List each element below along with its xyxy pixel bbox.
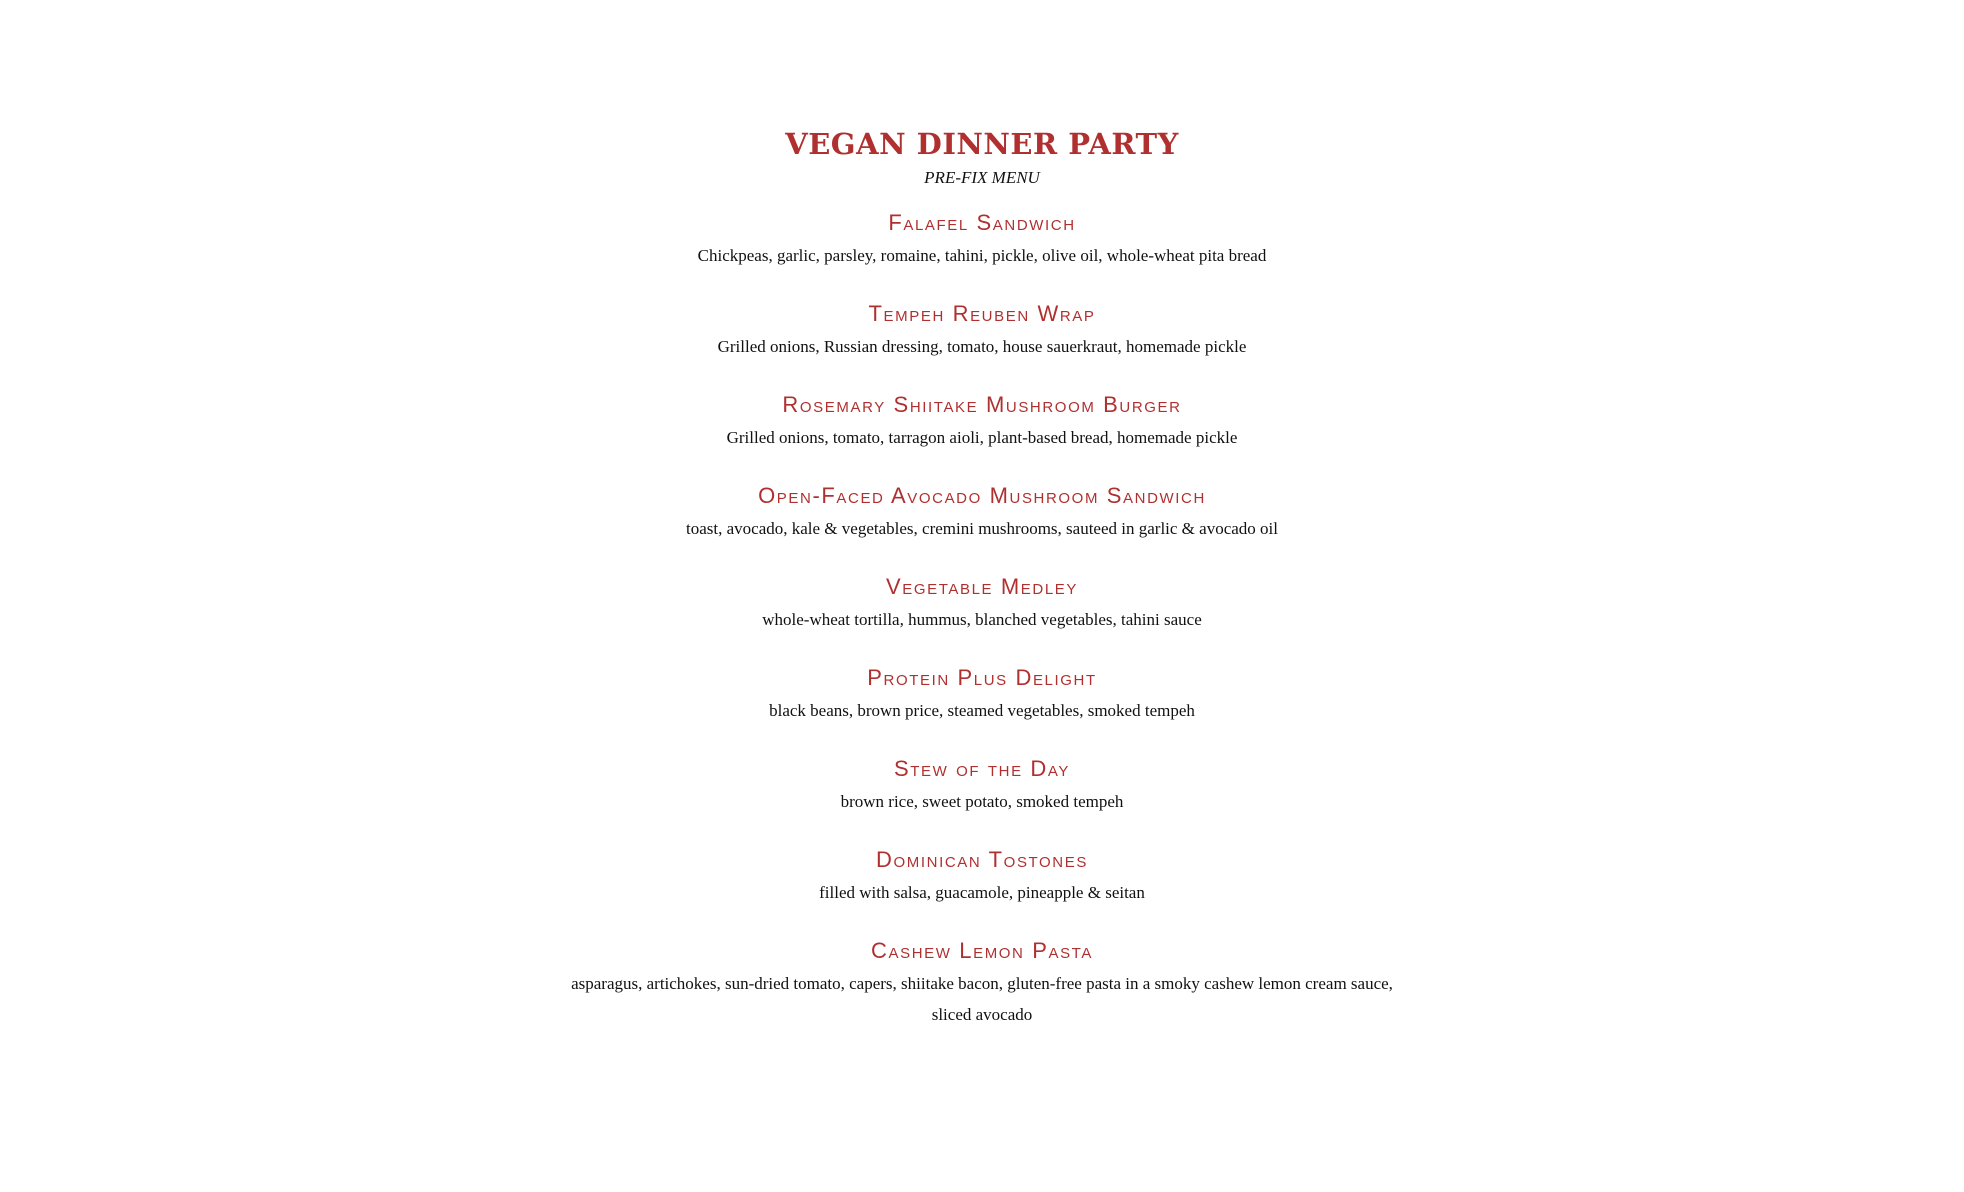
menu-item-name: Tempeh Reuben Wrap (868, 301, 1096, 326)
menu-item-name: Open-Faced Avocado Mushroom Sandwich (758, 483, 1206, 508)
menu-items (0, 208, 1964, 1030)
menu-item (532, 208, 1432, 271)
menu-item-name: Falafel Sandwich (888, 210, 1076, 235)
menu-item (532, 936, 1432, 1030)
menu-item (532, 390, 1432, 453)
menu-title: VEGAN DINNER PARTY (785, 127, 1179, 161)
menu-item-name: Protein Plus Delight (867, 665, 1097, 690)
menu-item (532, 572, 1432, 635)
menu-item-name: Rosemary Shiitake Mushroom Burger (782, 392, 1182, 417)
menu-item-name: Cashew Lemon Pasta (871, 938, 1093, 963)
menu-item (532, 481, 1432, 544)
menu-item (532, 845, 1432, 908)
menu-item (532, 299, 1432, 362)
menu-item-description: filled with salsa, guacamole, pineapple & seitan (819, 883, 1145, 902)
menu-item-description: asparagus, artichokes, sun-dried tomato, capers, shiitake bacon, gluten-free pasta in a smoky cashew lemon cream sauce, sliced avocado (571, 974, 1393, 1024)
menu-item-name: Vegetable Medley (886, 574, 1078, 599)
menu-item-description: Grilled onions, Russian dressing, tomato, house sauerkraut, homemade pickle (717, 337, 1247, 356)
menu-page (0, 126, 1964, 1030)
menu-item (532, 754, 1432, 817)
menu-item (532, 663, 1432, 726)
menu-item-description: Grilled onions, tomato, tarragon aioli, plant-based bread, homemade pickle (726, 428, 1238, 447)
menu-subtitle: PRE-FIX MENU (924, 168, 1040, 187)
menu-item-description: Chickpeas, garlic, parsley, romaine, tahini, pickle, olive oil, whole-wheat pita bread (697, 246, 1267, 265)
menu-item-name: Stew of the Day (894, 756, 1070, 781)
menu-item-description: toast, avocado, kale & vegetables, cremini mushrooms, sauteed in garlic & avocado oil (686, 519, 1278, 538)
menu-item-description: brown rice, sweet potato, smoked tempeh (840, 792, 1124, 811)
menu-item-description: whole-wheat tortilla, hummus, blanched vegetables, tahini sauce (762, 610, 1202, 629)
menu-item-description: black beans, brown price, steamed vegetables, smoked tempeh (769, 701, 1195, 720)
menu-item-name: Dominican Tostones (876, 847, 1088, 872)
